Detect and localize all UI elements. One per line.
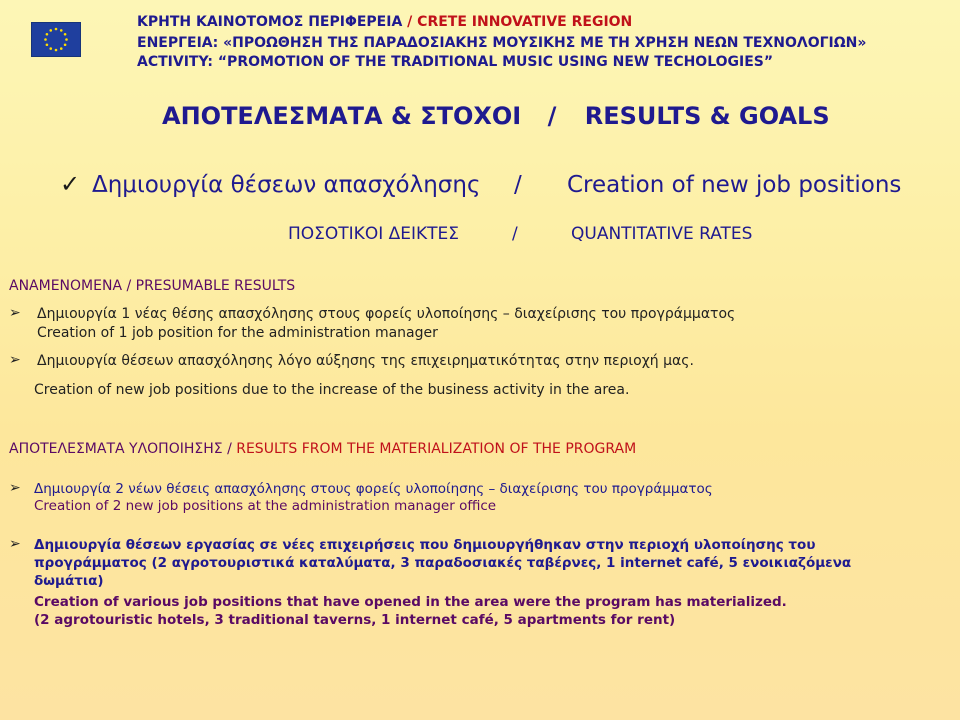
bullet-arrow-icon: ➢ bbox=[9, 480, 21, 496]
flag-star bbox=[60, 29, 63, 32]
region-name-english: CRETE INNOVATIVE REGION bbox=[417, 14, 633, 30]
flag-star bbox=[44, 38, 47, 41]
checkmark-icon: ✓ bbox=[60, 170, 81, 198]
materialization-item-2-greek-line-1: Δημιουργία θέσεων εργασίας σε νέες επιχειρήσεις που δημιουργήθηκαν στην περιοχή υλοποίησης του bbox=[34, 537, 816, 553]
materialization-item-2-english-line-1: Creation of various job positions that have opened in the area were the program has materialized. bbox=[34, 594, 787, 610]
flag-star bbox=[60, 47, 63, 50]
rates-separator: / bbox=[512, 224, 518, 244]
flag-star bbox=[46, 43, 49, 46]
region-name-greek: ΚΡΗΤΗ ΚΑΙΝΟΤΟΜΟΣ ΠΕΡΙΦΕΡΕΙΑ bbox=[137, 14, 403, 30]
flag-star bbox=[65, 38, 68, 41]
materialization-item-1-greek: Δημιουργία 2 νέων θέσεις απασχόλησης στους φορείς υλοποίησης – διαχείρισης του προγράμματος bbox=[34, 481, 713, 497]
materialization-item-2-greek-line-3: δωμάτια) bbox=[34, 573, 104, 589]
subtitle-separator: / bbox=[514, 172, 522, 198]
bullet-arrow-icon: ➢ bbox=[9, 536, 21, 552]
flag-star bbox=[49, 47, 52, 50]
flag-star bbox=[49, 29, 52, 32]
header-line-2: ΕΝΕΡΓΕΙΑ: «ΠΡΟΩΘΗΣΗ ΤΗΣ ΠΑΡΑΔΟΣΙΑΚΗΣ ΜΟΥΣΙΚΗΣ ΜΕ ΤΗ ΧΡΗΣΗ ΝΕΩΝ ΤΕΧΝΟΛΟΓΙΩΝ» bbox=[137, 35, 867, 51]
materialization-item-1-english: Creation of 2 new job positions at the administration manager office bbox=[34, 498, 497, 514]
presumable-item-1-greek: Δημιουργία 1 νέας θέσης απασχόλησης στους φορείς υλοποίησης – διαχείρισης του προγράμματος bbox=[37, 306, 736, 322]
subtitle-english: Creation of new job positions bbox=[567, 172, 902, 198]
materialization-item-2-greek-line-2: προγράμματος (2 αγροτουριστικά καταλύματα, 3 παραδοσιακές ταβέρνες, 1 internet café, 5 ενοικιαζόμενα bbox=[34, 555, 852, 571]
subtitle-greek: Δημιουργία θέσεων απασχόλησης bbox=[92, 172, 481, 198]
presumable-heading: ΑΝΑΜΕΝΟΜΕΝΑ / PRESUMABLE RESULTS bbox=[9, 278, 296, 294]
presumable-item-1-english: Creation of 1 job position for the administration manager bbox=[37, 325, 438, 341]
page-title: ΑΠΟΤΕΛΕΣΜΑΤΑ & ΣΤΟΧΟΙ / RESULTS & GOALS bbox=[162, 102, 830, 130]
rates-greek: ΠΟΣΟΤΙΚΟΙ ΔΕΙΚΤΕΣ bbox=[288, 224, 460, 244]
presumable-item-2-greek: Δημιουργία θέσεων απασχόλησης λόγο αύξησης της επιχειρηματικότητας στην περιοχή μας. bbox=[37, 353, 694, 369]
flag-star bbox=[64, 33, 67, 36]
bullet-arrow-icon: ➢ bbox=[9, 305, 21, 321]
bullet-arrow-icon: ➢ bbox=[9, 352, 21, 368]
presumable-item-2-english: Creation of new job positions due to the increase of the business activity in the area. bbox=[34, 382, 630, 398]
materialization-heading: ΑΠΟΤΕΛΕΣΜΑΤΑ ΥΛΟΠΟΙΗΣΗΣ / RESULTS FROM THE MATERIALIZATION OF THE PROGRAM bbox=[9, 441, 637, 457]
eu-flag-icon bbox=[31, 22, 81, 57]
flag-star bbox=[46, 33, 49, 36]
rates-english: QUANTITATIVE RATES bbox=[571, 224, 753, 244]
flag-star bbox=[55, 49, 58, 52]
header-line-1 bbox=[137, 14, 632, 30]
separator: / bbox=[407, 14, 413, 30]
flag-star bbox=[55, 28, 58, 31]
header-line-3: ACTIVITY: “PROMOTION OF THE TRADITIONAL MUSIC USING NEW TECHOLOGIES” bbox=[137, 54, 774, 70]
materialization-item-2-english-line-2: (2 agrotouristic hotels, 3 traditional taverns, 1 internet café, 5 apartments for rent) bbox=[34, 612, 676, 628]
flag-star bbox=[64, 43, 67, 46]
